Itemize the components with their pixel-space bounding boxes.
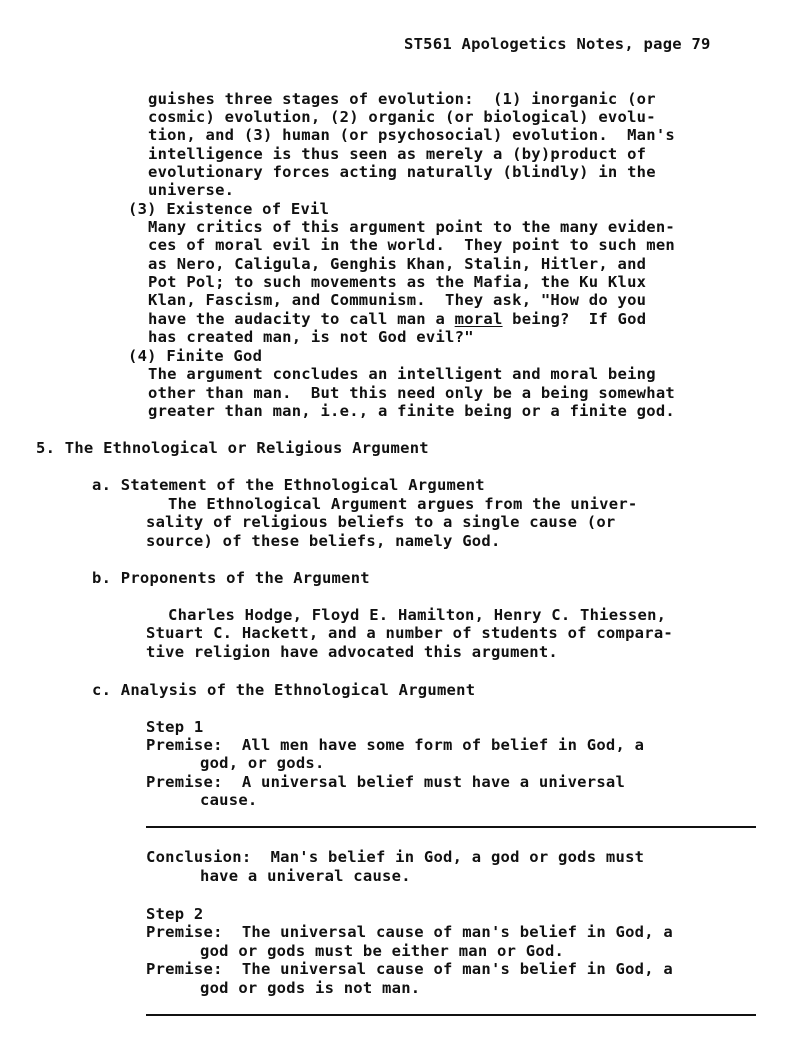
page-header: ST561 Apologetics Notes, page 79 bbox=[404, 35, 711, 53]
body-line: The argument concludes an intelligent and moral being bbox=[148, 365, 656, 383]
premise-line: cause. bbox=[200, 791, 258, 809]
body-line: cosmic) evolution, (2) organic (or biological) evolu- bbox=[148, 108, 656, 126]
subsection-heading: a. Statement of the Ethnological Argument bbox=[92, 476, 485, 494]
body-line: source) of these beliefs, namely God. bbox=[146, 532, 501, 550]
step-label: Step 2 bbox=[146, 905, 204, 923]
body-line: universe. bbox=[148, 181, 235, 199]
conclusion-divider bbox=[146, 1014, 756, 1016]
body-line: as Nero, Caligula, Genghis Khan, Stalin, Hitler, and bbox=[148, 255, 647, 273]
conclusion-line: Conclusion: Man's belief in God, a god or gods must bbox=[146, 848, 645, 866]
body-line: Many critics of this argument point to the many eviden- bbox=[148, 218, 675, 236]
text-fragment: have the audacity to call man a bbox=[148, 310, 455, 328]
body-line: intelligence is thus seen as merely a (by)product of bbox=[148, 145, 647, 163]
body-line: ces of moral evil in the world. They point to such men bbox=[148, 236, 675, 254]
body-line: sality of religious beliefs to a single cause (or bbox=[146, 513, 616, 531]
body-line: greater than man, i.e., a finite being or a finite god. bbox=[148, 402, 675, 420]
body-line: Pot Pol; to such movements as the Mafia, the Ku Klux bbox=[148, 273, 647, 291]
body-line bbox=[148, 310, 646, 328]
body-line: has created man, is not God evil?" bbox=[148, 328, 474, 346]
premise-line: Premise: The universal cause of man's belief in God, a bbox=[146, 960, 673, 978]
body-line: tion, and (3) human (or psychosocial) evolution. Man's bbox=[148, 126, 675, 144]
body-line: other than man. But this need only be a being somewhat bbox=[148, 384, 675, 402]
conclusion-line: have a univeral cause. bbox=[200, 867, 411, 885]
premise-line: Premise: The universal cause of man's belief in God, a bbox=[146, 923, 673, 941]
premise-line: god or gods must be either man or God. bbox=[200, 942, 565, 960]
body-line: evolutionary forces acting naturally (blindly) in the bbox=[148, 163, 656, 181]
conclusion-divider bbox=[146, 826, 756, 828]
premise-line: Premise: All men have some form of belief in God, a bbox=[146, 736, 645, 754]
subsection-heading: c. Analysis of the Ethnological Argument bbox=[92, 681, 476, 699]
underlined-word: moral bbox=[454, 310, 503, 328]
step-label: Step 1 bbox=[146, 718, 204, 736]
subsection-heading: b. Proponents of the Argument bbox=[92, 569, 370, 587]
subsection-heading: (4) Finite God bbox=[128, 347, 263, 365]
body-line: The Ethnological Argument argues from the univer- bbox=[168, 495, 638, 513]
body-line: Stuart C. Hackett, and a number of students of compara- bbox=[146, 624, 673, 642]
premise-line: god, or gods. bbox=[200, 754, 325, 772]
section-heading: 5. The Ethnological or Religious Argument bbox=[36, 439, 429, 457]
body-line: tive religion have advocated this argument. bbox=[146, 643, 559, 661]
body-line: Klan, Fascism, and Communism. They ask, "How do you bbox=[148, 291, 647, 309]
premise-line: god or gods is not man. bbox=[200, 979, 421, 997]
body-line: guishes three stages of evolution: (1) inorganic (or bbox=[148, 90, 656, 108]
body-line: Charles Hodge, Floyd E. Hamilton, Henry C. Thiessen, bbox=[168, 606, 667, 624]
subsection-heading: (3) Existence of Evil bbox=[128, 200, 330, 218]
premise-line: Premise: A universal belief must have a universal bbox=[146, 773, 626, 791]
text-fragment: being? If God bbox=[502, 310, 647, 328]
